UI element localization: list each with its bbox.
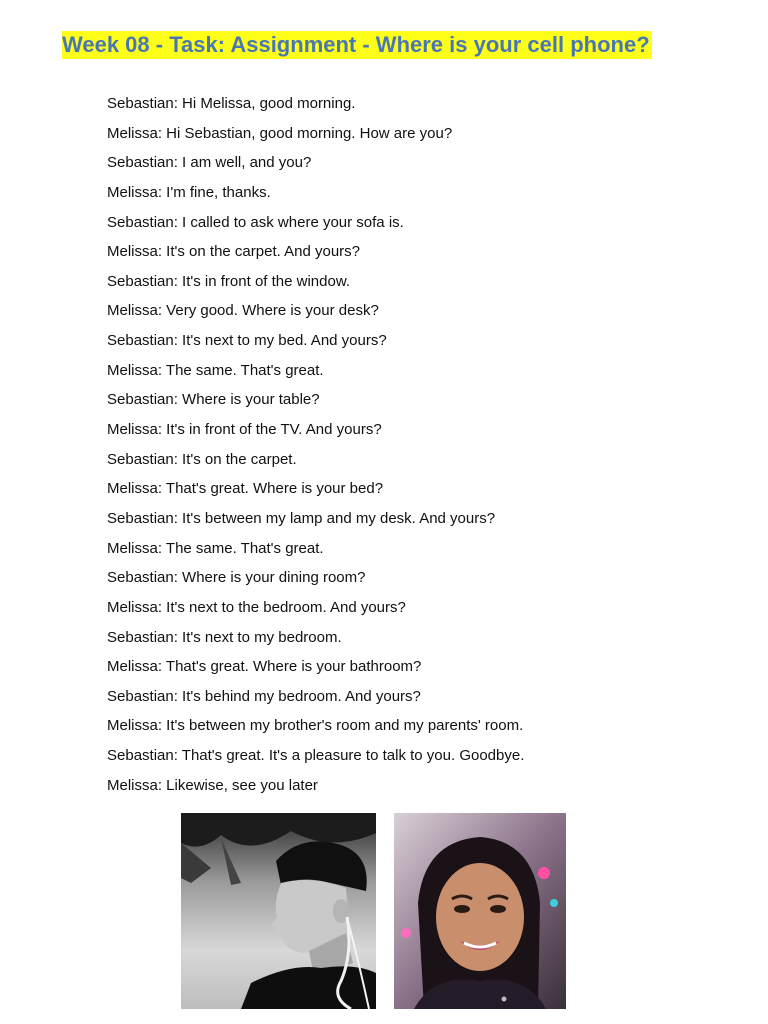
dialogue-line: Sebastian: Hi Melissa, good morning.: [107, 95, 356, 112]
photo-boy-profile: [181, 813, 376, 1009]
photo-boy-profile-icon: [181, 813, 376, 1009]
dialogue-line: Melissa: It's on the carpet. And yours?: [107, 243, 360, 261]
photo-girl-smiling-icon: [394, 813, 566, 1009]
dialogue-line: Melissa: Hi Sebastian, good morning. How are you?: [107, 124, 453, 142]
dialogue-line: Sebastian: Where is your dining room?: [107, 569, 366, 587]
dialogue-line: Sebastian: I am well, and you?: [107, 154, 312, 172]
dialogue-line: Melissa: It's next to the bedroom. And yours?: [107, 598, 406, 616]
dialogue-list: [107, 93, 727, 804]
photo-girl-smiling: [394, 813, 566, 1009]
dialogue-line: Sebastian: It's between my lamp and my desk. And yours?: [107, 509, 496, 527]
dialogue-line: Melissa: It's in front of the TV. And yours?: [107, 421, 382, 439]
dialogue-line: Melissa: I'm fine, thanks.: [107, 183, 271, 201]
dialogue-line: Sebastian: It's next to my bed. And yours?: [107, 332, 387, 350]
dialogue-line: Sebastian: Where is your table?: [107, 391, 320, 409]
dialogue-line: Melissa: The same. That's great.: [107, 539, 324, 557]
dialogue-line: Melissa: Very good. Where is your desk?: [107, 302, 379, 320]
page-title: Week 08 - Task: Assignment - Where is your cell phone?: [62, 32, 650, 57]
dialogue-line: Melissa: Likewise, see you later: [107, 776, 318, 794]
dialogue-line: Sebastian: It's behind my bedroom. And yours?: [107, 687, 421, 705]
dialogue-line: Melissa: It's between my brother's room and my parents' room.: [107, 717, 524, 735]
dialogue-line: Melissa: The same. That's great.: [107, 361, 324, 379]
dialogue-line: Melissa: That's great. Where is your bed?: [107, 480, 384, 498]
dialogue-line: Sebastian: I called to ask where your sofa is.: [107, 213, 404, 231]
dialogue-line: Sebastian: It's on the carpet.: [107, 450, 297, 468]
dialogue-line: Sebastian: It's in front of the window.: [107, 272, 351, 290]
dialogue-line: Sebastian: That's great. It's a pleasure to talk to you. Goodbye.: [107, 747, 525, 765]
dialogue-line: Sebastian: It's next to my bedroom.: [107, 628, 342, 646]
dialogue-line: Melissa: That's great. Where is your bathroom?: [107, 658, 422, 676]
